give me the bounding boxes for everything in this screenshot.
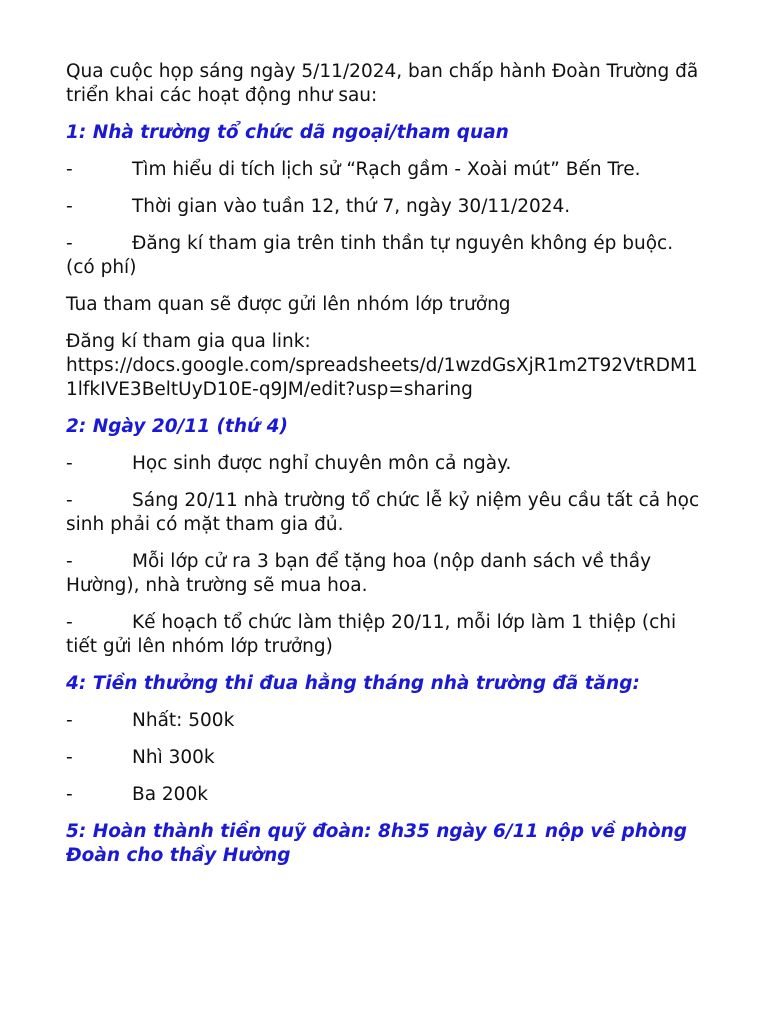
bullet-dash: - bbox=[66, 159, 73, 180]
section-1-heading: 1: Nhà trường tổ chức dã ngoại/tham quan bbox=[66, 122, 509, 143]
bullet-dash: - bbox=[66, 196, 73, 217]
bullet-dash: - bbox=[66, 784, 73, 805]
list-item bbox=[66, 550, 706, 598]
section-2-heading: 2: Ngày 20/11 (thứ 4) bbox=[66, 416, 288, 437]
registration-link[interactable]: https://docs.google.com/spreadsheets/d/1wzdGsXjR1m2T92VtRDM11lfkIVE3BeltUyD10E-q9JM/edit?usp=sharing bbox=[66, 355, 698, 400]
list-item bbox=[66, 232, 706, 280]
list-item bbox=[66, 158, 706, 182]
bullet-dash: - bbox=[66, 710, 73, 731]
list-item-text: Nhì 300k bbox=[132, 747, 215, 768]
list-item bbox=[66, 489, 706, 537]
bullet-dash: - bbox=[66, 612, 73, 633]
section-4-heading: 4: Tiền thưởng thi đua hằng tháng nhà trường đã tăng: bbox=[66, 673, 640, 694]
list-item-text: Tìm hiểu di tích lịch sử “Rạch gầm - Xoài mút” Bến Tre. bbox=[132, 159, 641, 180]
document-page bbox=[66, 60, 706, 881]
list-item bbox=[66, 611, 706, 659]
list-item bbox=[66, 452, 706, 476]
registration-link-block bbox=[66, 330, 706, 402]
bullet-dash: - bbox=[66, 453, 73, 474]
list-item bbox=[66, 783, 706, 807]
intro-paragraph: Qua cuộc họp sáng ngày 5/11/2024, ban chấp hành Đoàn Trường đã triển khai các hoạt động như sau: bbox=[66, 61, 699, 106]
section-5-heading: 5: Hoàn thành tiền quỹ đoàn: 8h35 ngày 6/11 nộp về phòng Đoàn cho thầy Hường bbox=[66, 821, 687, 866]
list-item bbox=[66, 195, 706, 219]
list-item-text: Sáng 20/11 nhà trường tổ chức lễ kỷ niệm yêu cầu tất cả học sinh phải có mặt tham gia đủ. bbox=[66, 490, 700, 535]
tour-note: Tua tham quan sẽ được gửi lên nhóm lớp trưởng bbox=[66, 294, 511, 315]
list-item-text: Thời gian vào tuần 12, thứ 7, ngày 30/11/2024. bbox=[132, 196, 571, 217]
list-item-text: Ba 200k bbox=[132, 784, 208, 805]
registration-link-label: Đăng kí tham gia qua link: bbox=[66, 331, 311, 352]
list-item-text: Học sinh được nghỉ chuyên môn cả ngày. bbox=[132, 453, 512, 474]
bullet-dash: - bbox=[66, 551, 73, 572]
bullet-dash: - bbox=[66, 233, 73, 254]
list-item bbox=[66, 709, 706, 733]
list-item-text: Nhất: 500k bbox=[132, 710, 235, 731]
list-item bbox=[66, 746, 706, 770]
bullet-dash: - bbox=[66, 747, 73, 768]
list-item-text: Kế hoạch tổ chức làm thiệp 20/11, mỗi lớp làm 1 thiệp (chi tiết gửi lên nhóm lớp trưởng) bbox=[66, 612, 677, 657]
list-item-text: Đăng kí tham gia trên tinh thần tự nguyên không ép buộc. (có phí) bbox=[66, 233, 674, 278]
bullet-dash: - bbox=[66, 490, 73, 511]
list-item-text: Mỗi lớp cử ra 3 bạn để tặng hoa (nộp danh sách về thầy Hường), nhà trường sẽ mua hoa. bbox=[66, 551, 652, 596]
